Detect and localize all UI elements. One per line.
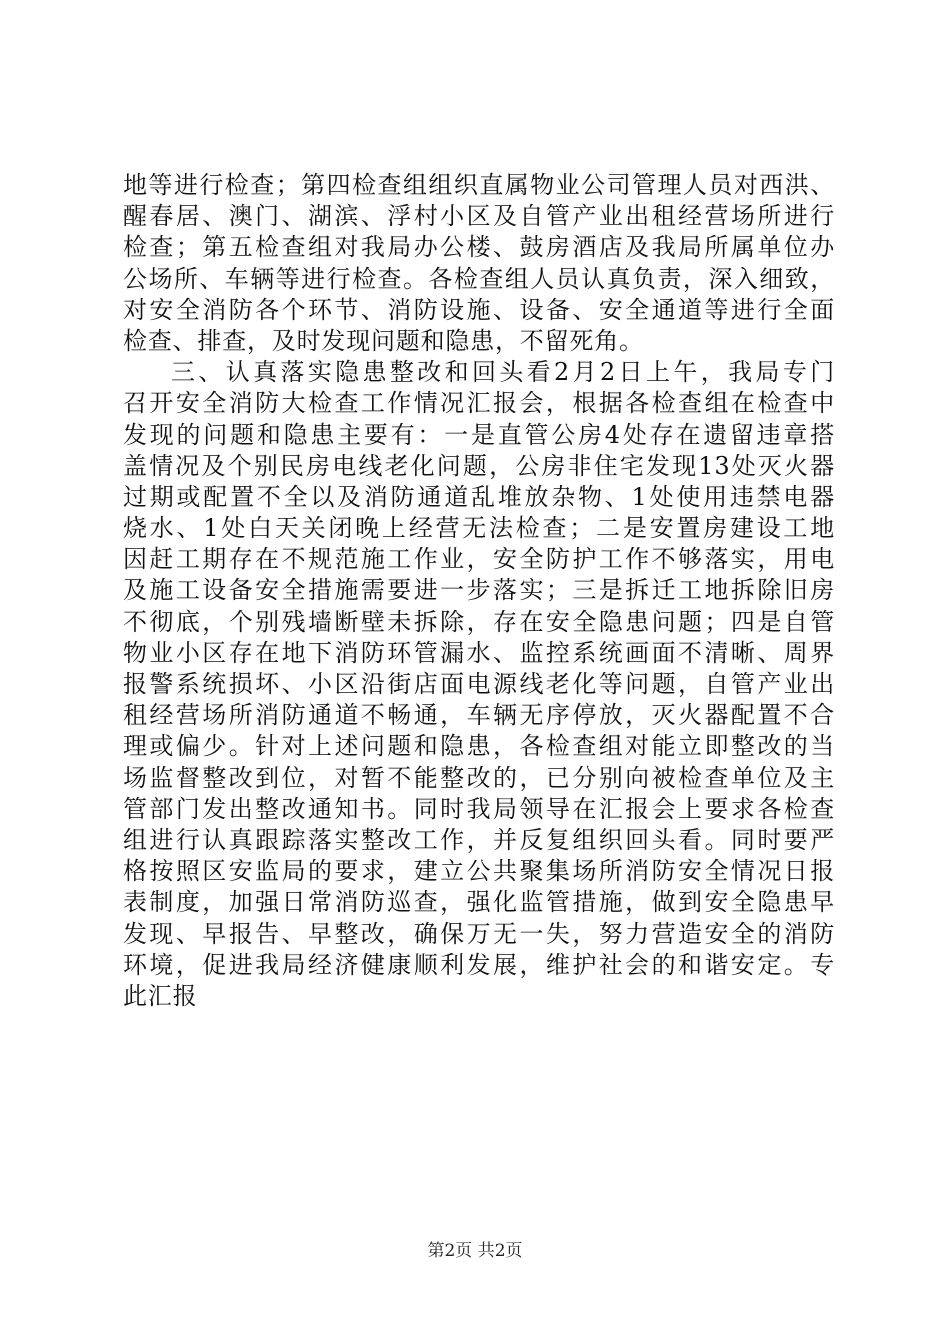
text-line: 过期或配置不全以及消防通道乱堆放杂物、1处使用违禁电器 [123, 482, 835, 511]
text-line: 发现的问题和隐患主要有：一是直管公房4处存在遗留违章搭 [123, 420, 835, 449]
text-line: 因赶工期存在不规范施工作业，安全防护工作不够落实，用电 [123, 545, 835, 574]
text-line: 公场所、车辆等进行检查。各检查组人员认真负责，深入细致， [123, 264, 835, 293]
text-line: 管部门发出整改通知书。同时我局领导在汇报会上要求各检查 [123, 794, 835, 823]
text-line: 盖情况及个别民房电线老化问题，公房非住宅发现13处灭火器 [123, 451, 835, 480]
text-line: 格按照区安监局的要求，建立公共聚集场所消防安全情况日报 [123, 857, 835, 886]
text-line: 环境，促进我局经济健康顺利发展，维护社会的和谐安定。专 [123, 950, 835, 979]
text-line: 组进行认真跟踪落实整改工作，并反复组织回头看。同时要严 [123, 825, 835, 854]
document-body [123, 170, 835, 1012]
text-line: 场监督整改到位，对暂不能整改的，已分别向被检查单位及主 [123, 763, 835, 792]
text-line: 检查、排查，及时发现问题和隐患，不留死角。 [123, 326, 644, 355]
text-line: 不彻底，个别残墙断壁未拆除，存在安全隐患问题；四是自管 [123, 607, 835, 636]
section-heading-line: 三、认真落实隐患整改和回头看2月2日上午，我局专门 [171, 358, 835, 387]
text-line: 对安全消防各个环节、消防设施、设备、安全通道等进行全面 [123, 295, 835, 324]
text-line: 地等进行检查；第四检查组组织直属物业公司管理人员对西洪、 [123, 171, 835, 199]
text-line: 发现、早报告、早整改，确保万无一失，努力营造安全的消防 [123, 919, 835, 948]
text-line: 物业小区存在地下消防环管漏水、监控系统画面不清晰、周界 [123, 638, 835, 667]
text-line: 租经营场所消防通道不畅通，车辆无序停放，灭火器配置不合 [123, 701, 835, 730]
text-line: 检查；第五检查组对我局办公楼、鼓房酒店及我局所属单位办 [123, 233, 835, 262]
text-line: 表制度，加强日常消防巡查，强化监管措施，做到安全隐患早 [123, 888, 835, 917]
text-line: 此汇报 [123, 981, 198, 1010]
text-line: 报警系统损坏、小区沿街店面电源线老化等问题，自管产业出 [123, 670, 835, 698]
text-line: 烧水、1处白天关闭晚上经营无法检查；二是安置房建设工地 [123, 514, 835, 543]
text-line: 及施工设备安全措施需要进一步落实；三是拆迁工地拆除旧房 [123, 576, 835, 605]
page-number-footer: 第2页 共2页 [427, 1241, 523, 1261]
text-line: 召开安全消防大检查工作情况汇报会，根据各检查组在检查中 [123, 389, 835, 418]
text-line: 醒春居、澳门、湖滨、浮村小区及自管产业出租经营场所进行 [123, 202, 835, 231]
text-line: 理或偏少。针对上述问题和隐患，各检查组对能立即整改的当 [123, 732, 835, 761]
